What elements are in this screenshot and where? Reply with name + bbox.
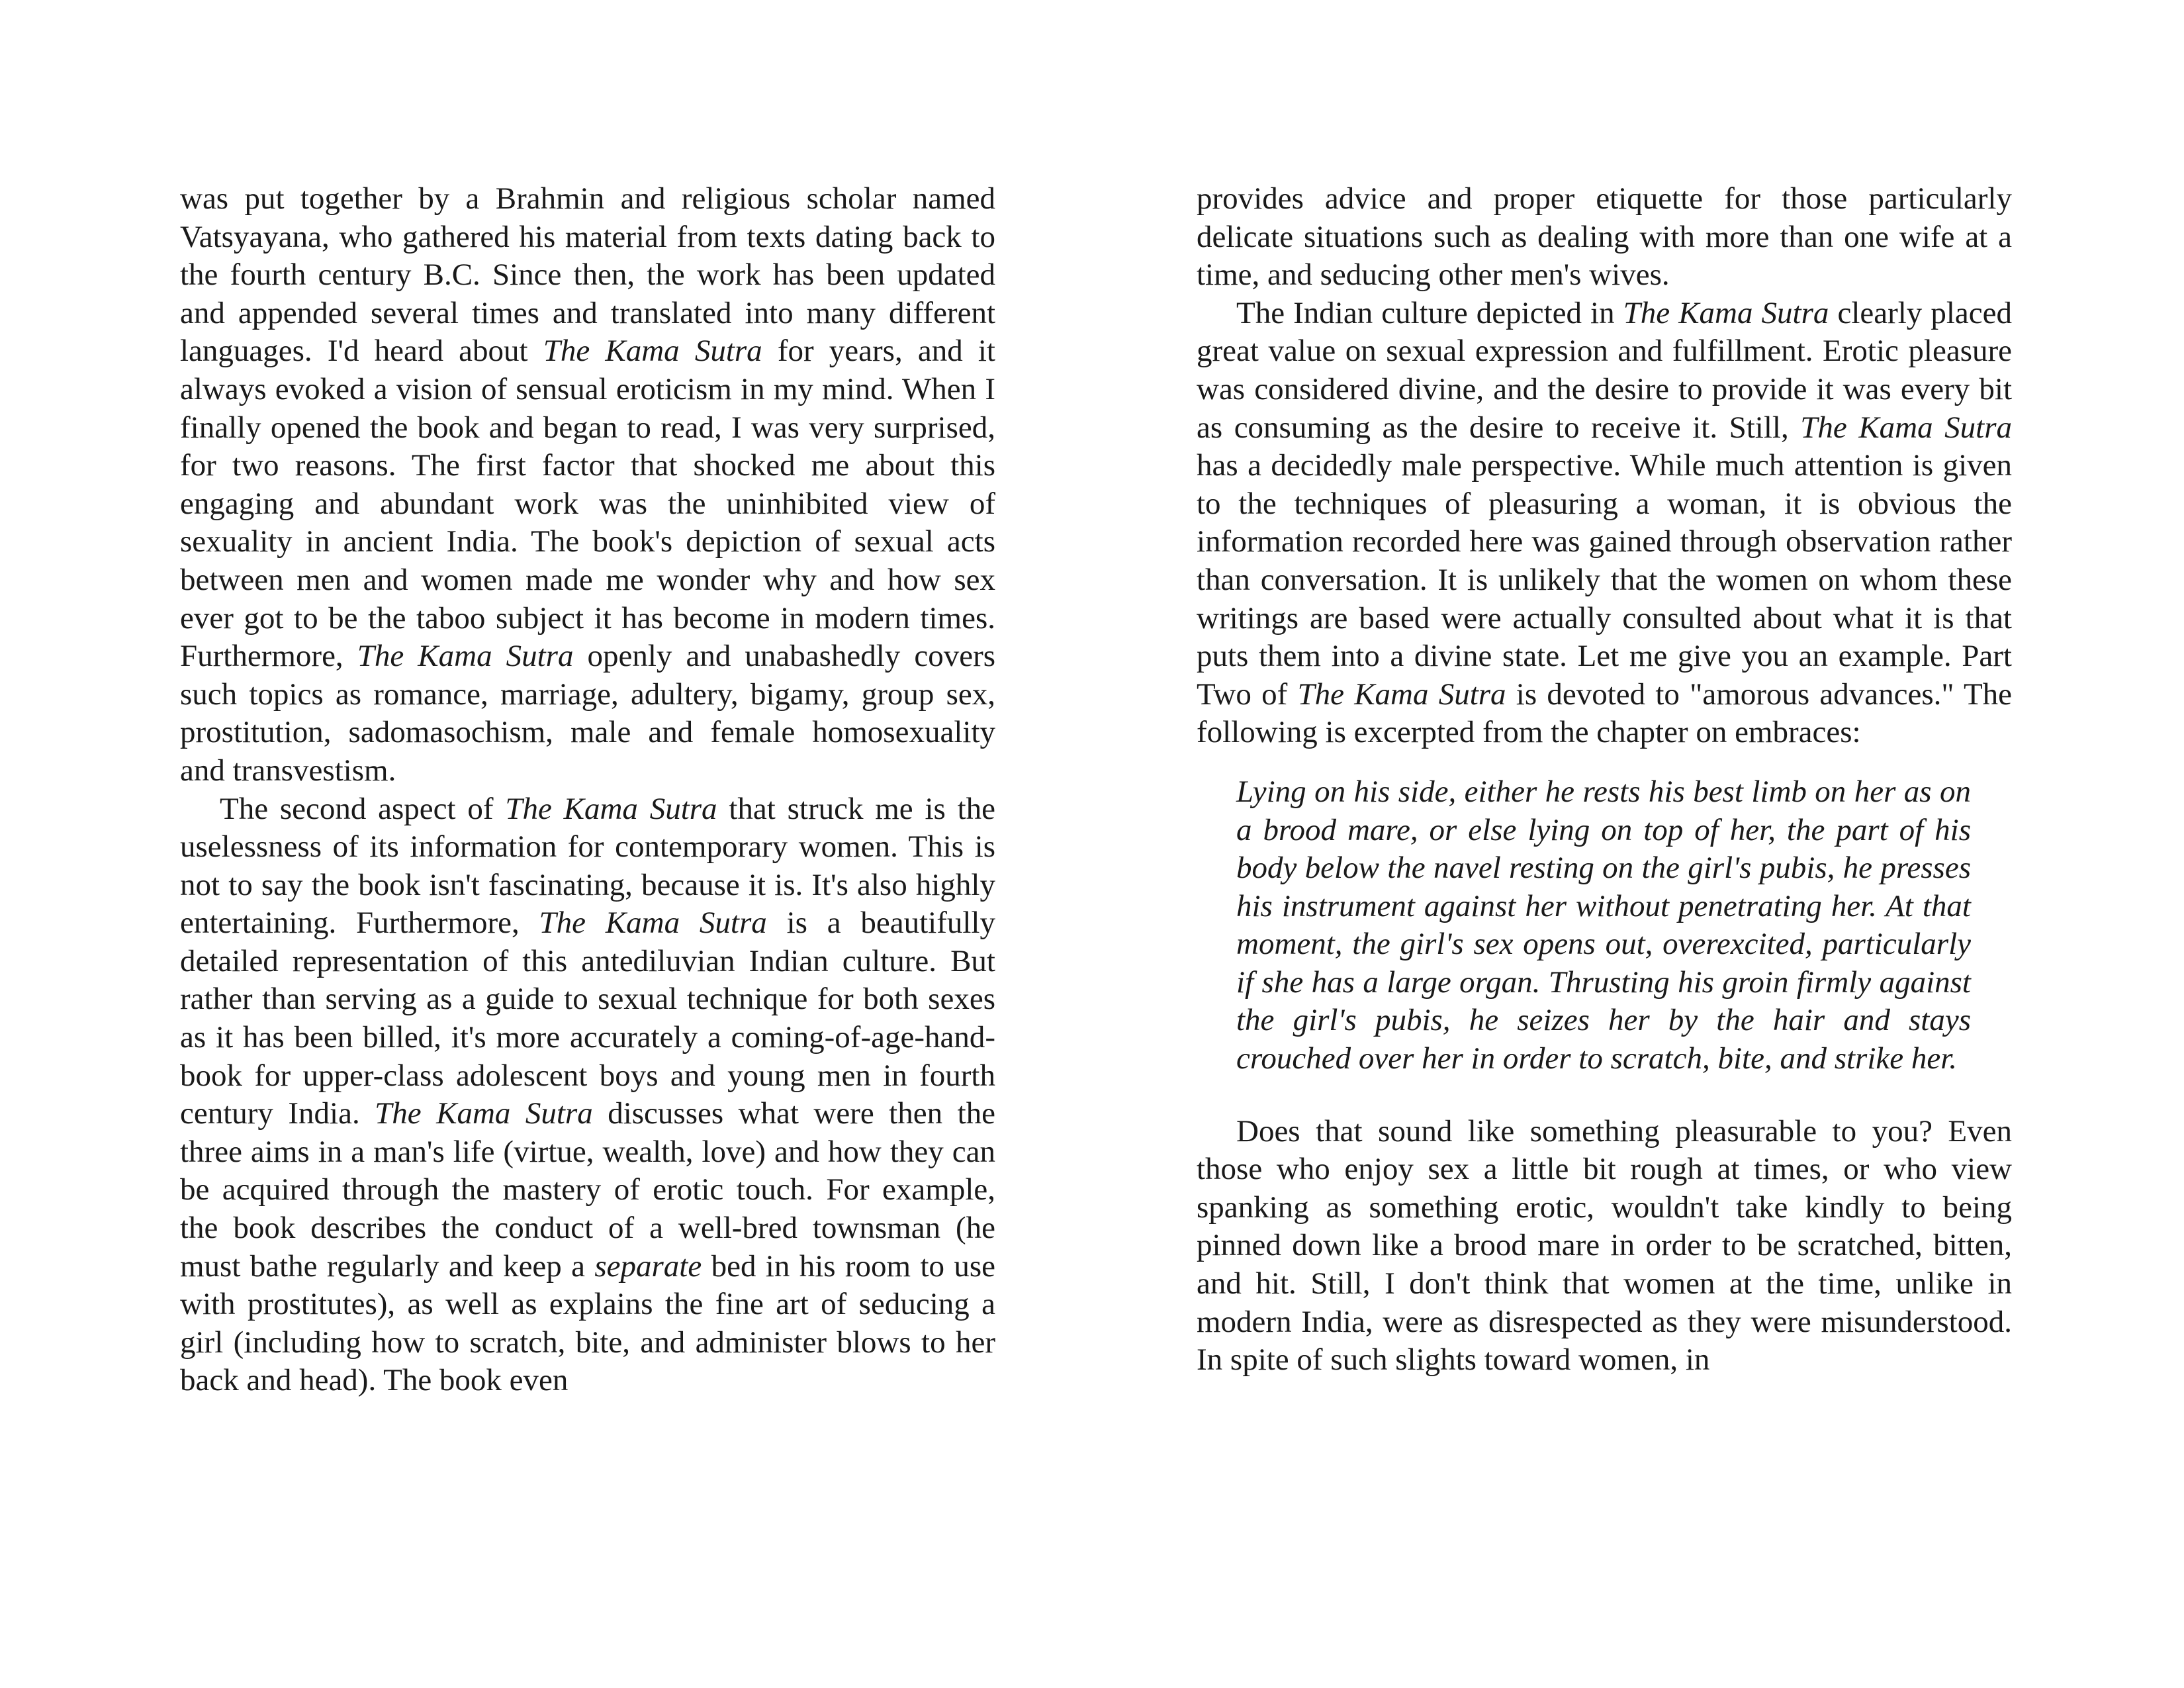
emphasis-word: separate [594,1248,702,1284]
book-title: The Kama Sutra [539,906,767,941]
right-paragraph-3: Does that sound like something pleasurable to you? Even those who enjoy sex a little bit rough at times, or who view spanking as something erotic, wouldn't take kindly to being pinned down like a brood mare in order to be scratched, bitten, and hit. Still, I don't think that women at the time, unlike in modern India, were as disrespected as they were misunderstood. In spite of such slights toward women, in [1197,1113,2012,1378]
text-run: bed in his room to use with prostitutes), as well as explains the fine art of seducing a girl (including how to scratch, bite, and administer blows to her back and head). The book even [180,1248,995,1398]
text-run: openly and unabashedly covers such topics as romance, marriage, adultery, bigamy, group sex, prostitution, sadomasochism, male and female homosexuality and transvestism. [180,639,996,788]
right-paragraph-2 [1197,295,2012,752]
text-run: has a decidedly male perspective. While much attention is given to the techniques of pleasuring a woman, it is obvious the information recorded here was gained through observation rather than conversation. It is unlikely that the women on whom these writings are based were actually consulted about what it is that puts them into a divine state. Let me give you an example. Part Two of [1197,448,2012,712]
text-run: is devoted to "amorous advances." The following is excerpted from the chapter on embraces: [1197,677,2013,750]
book-title: The Kama Sutra [1297,677,1506,712]
left-paragraph-1 [180,180,995,790]
text-run: The Indian culture depicted in [1236,295,1623,330]
text-run: discusses what were then the three aims in a man's life (virtue, wealth, love) and how they can be acquired through the mastery of erotic touch. For example, the book describes the conduct of a well-bred townsman (he must bathe regularly and keep a [180,1096,995,1284]
right-page [1197,180,2012,1380]
text-run: clearly placed great value on sexual expression and fulfillment. Erotic pleasure was considered divine, and the desire to provide it was every bit as consuming as the desire to receive it. Still, [1197,295,2013,445]
book-title: The Kama Sutra [1800,410,2013,445]
text-run: was put together by a Brahmin and religious scholar named Vatsyayana, who gathered his material from texts dating back to the fourth century B.C. Since then, the work has been updated and appended several times and translated into many different languages. I'd heard about [180,181,995,369]
book-title: The Kama Sutra [1623,295,1829,330]
book-title: The Kama Sutra [505,791,717,826]
right-paragraph-1: provides advice and proper etiquette for those particularly delicate situations such as dealing with more than one wife at a time, and seducing other men's wives. [1197,181,2012,293]
book-title: The Kama Sutra [357,639,574,674]
text-run: that struck me is the uselessness of its information for contemporary women. This is not to say the book isn't fascinating, because it is. It's also highly entertaining. Furthermore, [180,791,996,941]
text-run: for years, and it always evoked a vision of sensual eroticism in my mind. When I finally opened the book and began to read, I was very surprised, for two reasons. The first factor that shocked me about this engaging and abundant work was the uninhibited view of sexuality in ancient India. The book's depiction of sexual acts between men and women made me wonder why and how sex ever got to be the taboo subject it has become in modern times. Furthermore, [180,334,995,674]
text-run: is a beautifully detailed representation of this antediluvian Indian culture. But rather than serving as a guide to sexual technique for both sexes as it has been billed, it's more accurately a coming-of-age-hand-book for upper-class adolescent boys and young men in fourth century India. [180,906,995,1131]
left-page [180,180,995,1400]
book-title: The Kama Sutra [543,334,762,369]
text-run: The second aspect of [220,791,506,826]
excerpt-quote: Lying on his side, either he rests his best limb on her as on a brood mare, or else lying on top of her, the part of his body below the navel resting on the girl's pubis, he presses his instrument against her without penetrating her. At that moment, the girl's sex opens out, overexcited, particularly if she has a large organ. Thrusting his groin firmly against the girl's pubis, he seizes her by the hair and stays crouched over her in order to scratch, bite, and strike her. [1236,774,1971,1076]
book-title: The Kama Sutra [375,1096,593,1131]
left-paragraph-2 [180,790,995,1401]
